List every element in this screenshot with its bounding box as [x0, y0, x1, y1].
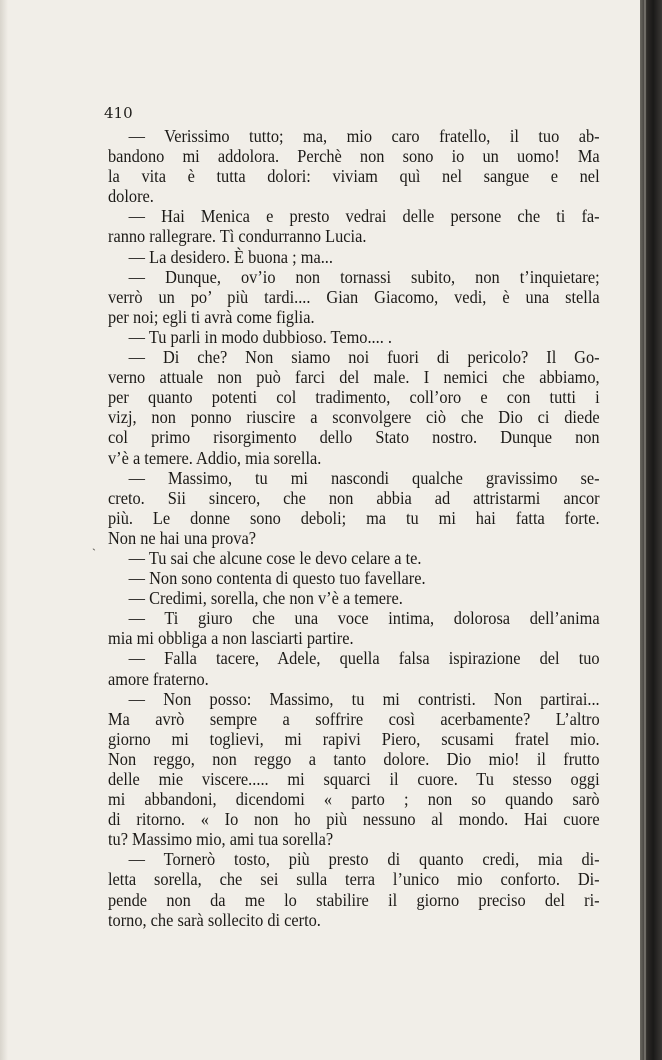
text-line: Non ne hai una prova? [108, 527, 256, 548]
text-line: — Verissimo tutto; ma, mio caro fratello, il tuo ab- [128, 126, 600, 146]
text-line: col primo risorgimento dello Stato nostro. Dunque non [108, 427, 600, 448]
text-line: la vita è tutta dolori: viviam quì nel sangue e nel [108, 166, 600, 187]
text-line: letta sorella, che sei sulla terra l’unico mio conforto. Di- [108, 869, 600, 890]
text-line: mi abbandoni, dicendomi « parto ; non so quando sarò [108, 789, 600, 810]
text-line: delle mie viscere..... mi squarci il cuore. Tu stesso oggi [108, 769, 600, 789]
text-line: — Hai Menica e presto vedrai delle persone che ti fa- [128, 206, 600, 227]
text-line: Ma avrò sempre a soffrire così acerbamente? L’altro [108, 708, 600, 729]
text-line: giorno mi toglievi, mi rapivi Piero, scusami fratel mio. [108, 728, 600, 749]
text-line: dolore. [108, 186, 154, 207]
text-line: — Falla tacere, Adele, quella falsa ispirazione del tuo [128, 648, 600, 669]
text-line: pende non da me lo stabilire il giorno preciso del ri- [108, 889, 600, 910]
text-line: — Credimi, sorella, che non v’è a temere. [128, 588, 403, 609]
text-line: tu? Massimo mio, ami tua sorella? [108, 829, 334, 850]
text-line: — Di che? Non siamo noi fuori di pericolo? Il Go- [128, 347, 600, 368]
text-line: creto. Sii sincero, che non abbia ad attristarmi ancor [108, 487, 600, 508]
text-line: — Massimo, tu mi nascondi qualche gravissimo se- [128, 467, 600, 488]
body-text [108, 126, 600, 930]
page-edge-shadow [0, 0, 8, 1060]
text-line: bandono mi addolora. Perchè non sono io un uomo! Ma [108, 146, 600, 167]
text-line: — Tu parli in modo dubbioso. Temo.... . [128, 326, 392, 347]
page-number: 410 [104, 104, 133, 122]
text-line: per quanto potenti col tradimento, coll’oro e con tutti i [108, 387, 600, 408]
text-line: ranno rallegrare. Tì condurranno Lucia. [108, 226, 367, 247]
text-line: — Non posso: Massimo, tu mi contristi. Non partirai... [128, 688, 600, 709]
text-line: vizj, non ponno riuscire a sconvolgere ciò che Dio ci diede [108, 407, 600, 428]
text-line: Non reggo, non reggo a tanto dolore. Dio mio! il frutto [108, 748, 600, 769]
text-line: verrò un po’ più tardi.... Gian Giacomo, vedi, è una stella [108, 286, 600, 307]
text-line: — Dunque, ov’io non tornassi subito, non t’inquietare; [128, 266, 600, 287]
text-line: — Non sono contenta di questo tuo favellare. [128, 568, 426, 589]
text-line: v’è a temere. Addio, mia sorella. [108, 447, 322, 468]
text-line: amore fraterno. [108, 668, 209, 689]
text-line: — Tu sai che alcune cose le devo celare a te. [128, 547, 422, 568]
text-line: di ritorno. « Io non ho più nessuno al mondo. Hai cuore [108, 809, 600, 830]
stray-ink-mark: ` [92, 546, 96, 560]
text-line: — Ti giuro che una voce intima, dolorosa dell’anima [128, 608, 600, 629]
text-line: più. Le donne sono deboli; ma tu mi hai fatta forte. [108, 507, 600, 528]
text-line: torno, che sarà sollecito di certo. [108, 909, 321, 930]
text-line: per noi; egli ti avrà come figlia. [108, 306, 315, 327]
text-line: — Tornerò tosto, più presto di quanto credi, mia di- [128, 849, 600, 870]
book-binding [640, 0, 662, 1060]
text-line: mia mi obbliga a non lasciarti partire. [108, 628, 354, 649]
binding-highlight [644, 0, 646, 1060]
text-line: — La desidero. È buona ; ma... [128, 246, 333, 267]
text-line: verno attuale non può farci del male. I nemici che abbiamo, [108, 367, 600, 388]
